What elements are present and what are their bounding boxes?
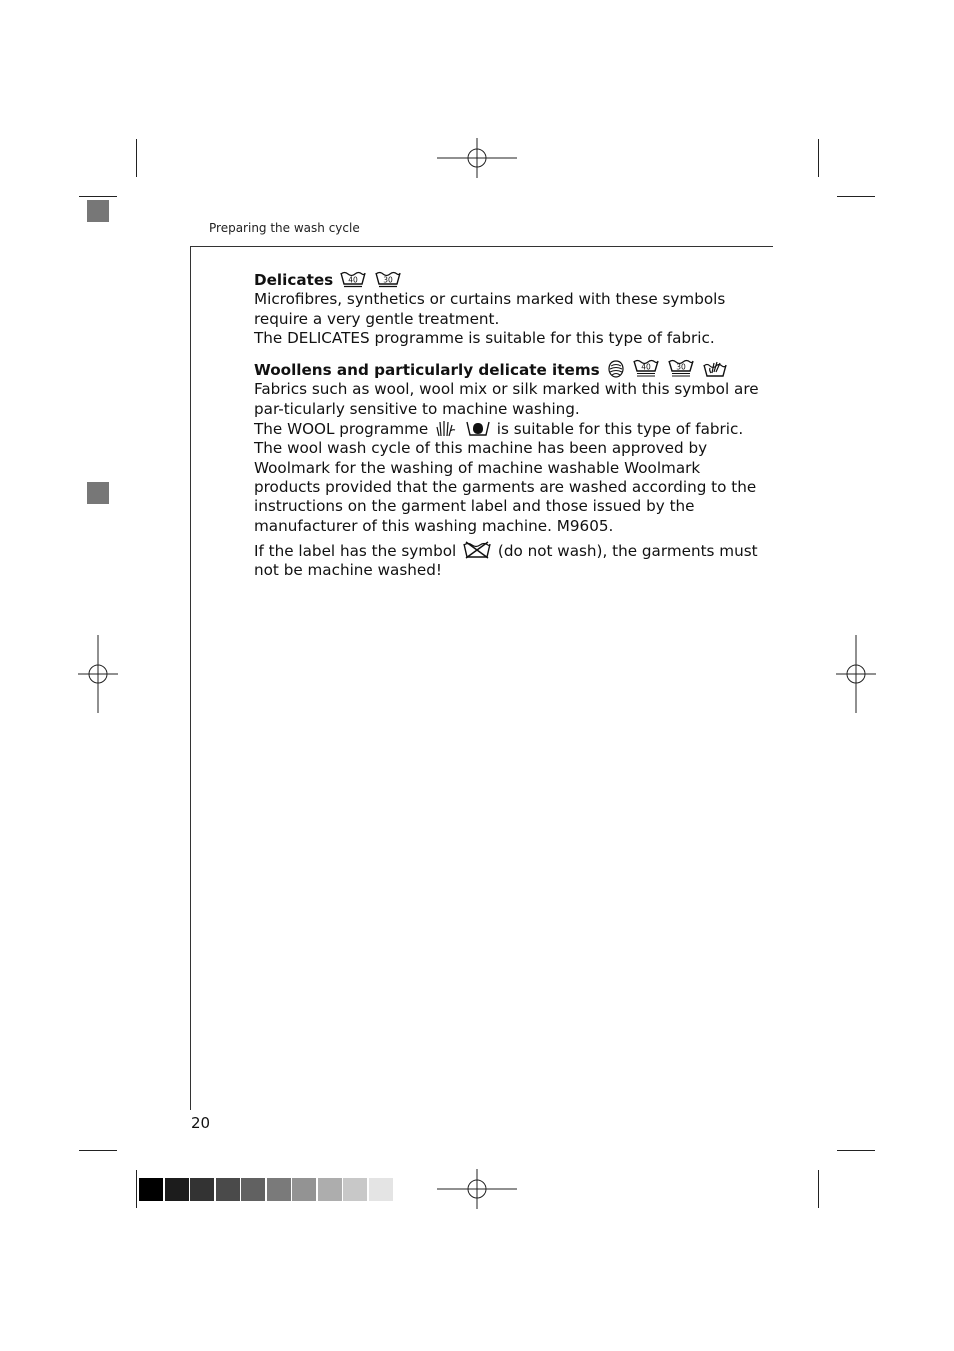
wash-40-very-gentle-icon — [633, 358, 659, 378]
wool-programme-suffix: is suitable for this type of fabric. — [496, 420, 744, 439]
registration-mark-icon — [437, 138, 517, 178]
color-swatch — [267, 1178, 291, 1201]
section-marker — [87, 482, 109, 504]
crop-mark — [818, 1170, 819, 1208]
svg-text:30: 30 — [383, 275, 393, 285]
no-wash-prefix: If the label has the symbol — [254, 541, 457, 560]
woollens-heading-line — [254, 358, 760, 380]
margin-rule — [190, 246, 191, 1110]
no-wash-suffix: (do not wash), the garments must not be machine washed! — [254, 541, 758, 580]
color-swatch — [190, 1178, 214, 1201]
hand-wash-icon — [703, 360, 727, 378]
registration-mark-icon — [437, 1169, 517, 1209]
woollens-wool-programme-line — [254, 419, 760, 439]
wash-40-gentle-icon — [340, 270, 366, 288]
wash-30-gentle-icon — [375, 270, 401, 288]
svg-text:40: 40 — [348, 275, 358, 285]
crop-mark — [79, 196, 117, 197]
delicates-text-1: Microfibres, synthetics or curtains marked with these symbols require a very gentle treatment. — [254, 290, 726, 328]
section-marker — [87, 200, 109, 222]
crop-mark — [837, 196, 875, 197]
color-swatch — [165, 1178, 189, 1201]
crop-mark — [136, 1170, 137, 1208]
svg-text:30: 30 — [676, 362, 686, 372]
color-swatch — [139, 1178, 163, 1201]
main-content — [254, 270, 760, 580]
woolmark-icon — [607, 360, 625, 378]
no-wash-line — [254, 541, 760, 581]
woollens-text-1: Fabrics such as wool, wool mix or silk marked with this symbol are par-ticularly sensitive to machine washing. — [254, 380, 759, 418]
section-title: Preparing the wash cycle — [209, 221, 360, 235]
svg-text:40: 40 — [641, 362, 652, 372]
delicates-heading-line — [254, 270, 760, 290]
page-number: 20 — [191, 1114, 211, 1132]
header-rule — [190, 246, 773, 247]
wool-hand-icon — [435, 419, 457, 437]
wool-basin-icon — [466, 419, 490, 437]
color-swatch — [318, 1178, 342, 1201]
wash-30-very-gentle-icon — [668, 358, 694, 378]
color-swatch — [292, 1178, 316, 1201]
woollens-text-2: The wool wash cycle of this machine has been approved by Woolmark for the washing of machine washable Woolmark products provided that the garments are washed according to the instructions on the garment label and those issued by the manufacturer of this washing machine. M9605. — [254, 439, 757, 535]
wool-programme-prefix: The WOOL programme — [254, 420, 429, 439]
delicates-heading: Delicates — [254, 271, 334, 289]
registration-mark-icon — [78, 635, 118, 713]
crop-mark — [818, 139, 819, 177]
color-swatch — [343, 1178, 367, 1201]
delicates-text-2: The DELICATES programme is suitable for this type of fabric. — [254, 328, 715, 347]
crop-mark — [837, 1150, 875, 1151]
color-swatch — [241, 1178, 265, 1201]
registration-mark-icon — [836, 635, 876, 713]
woollens-heading: Woollens and particularly delicate items — [254, 361, 600, 380]
do-not-wash-icon — [463, 541, 491, 559]
spacer — [254, 348, 760, 358]
color-swatch — [369, 1178, 393, 1201]
crop-mark — [79, 1150, 117, 1151]
color-swatch — [216, 1178, 240, 1201]
crop-mark — [136, 139, 137, 177]
